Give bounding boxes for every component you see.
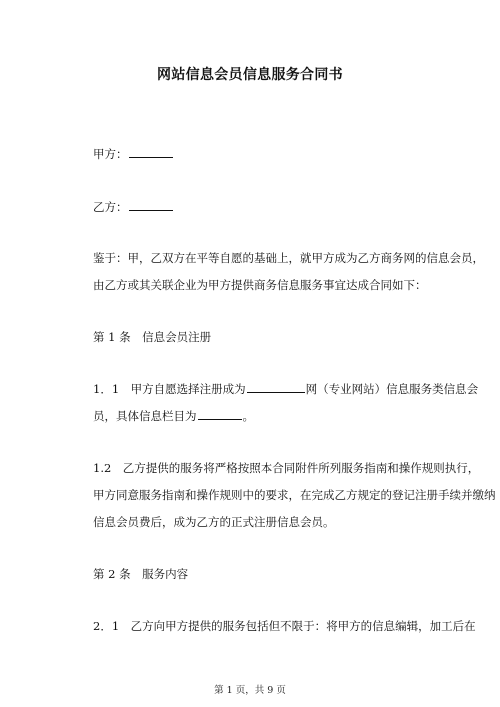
- clause-1-1-text-b: 网（专业网站）信息服务类信息会: [305, 382, 479, 396]
- clause-1-2-line-3: 信息会员费后，成为乙方的正式注册信息会员。: [93, 515, 335, 529]
- info-column-blank[interactable]: [198, 409, 242, 420]
- party-a-label: 甲方：: [93, 147, 128, 161]
- party-b-line: [93, 200, 174, 214]
- party-a-line: [93, 147, 174, 161]
- document-title: 网站信息会员信息服务合同书: [157, 67, 343, 83]
- party-a-blank[interactable]: [129, 147, 173, 158]
- clause-1-1-line-1: [93, 382, 478, 396]
- preamble-line-2: 由乙方或其关联企业为甲方提供商务信息服务事宜达成合同如下：: [93, 278, 427, 292]
- party-b-blank[interactable]: [129, 200, 173, 211]
- page-indicator: 第 1 页，共 9 页: [214, 685, 286, 696]
- clause-2-1-line-1: 2．1 乙方向甲方提供的服务包括但不限于：将甲方的信息编辑，加工后在: [93, 619, 476, 633]
- clause-1-2-line-1: 1.2 乙方提供的服务将严格按照本合同附件所列服务指南和操作规则执行，: [93, 461, 480, 475]
- clause-1-1-text-a: 1．1 甲方自愿选择注册成为: [93, 382, 246, 396]
- clause-1-1-text-d: 。: [242, 409, 254, 423]
- website-name-blank[interactable]: [247, 382, 305, 393]
- party-b-label: 乙方：: [93, 200, 128, 214]
- article-2-heading: 第 2 条 服务内容: [93, 567, 189, 581]
- clause-1-1-line-2: [93, 409, 254, 423]
- clause-1-1-text-c: 员，具体信息栏目为: [93, 409, 197, 423]
- preamble-line-1: 鉴于：甲，乙双方在平等自愿的基础上，就甲方成为乙方商务网的信息会员，: [93, 251, 484, 265]
- article-1-heading: 第 1 条 信息会员注册: [93, 330, 212, 344]
- clause-1-2-line-2: 甲方同意服务指南和操作规则中的要求，在完成乙方规定的登记注册手续并缴纳: [93, 488, 496, 502]
